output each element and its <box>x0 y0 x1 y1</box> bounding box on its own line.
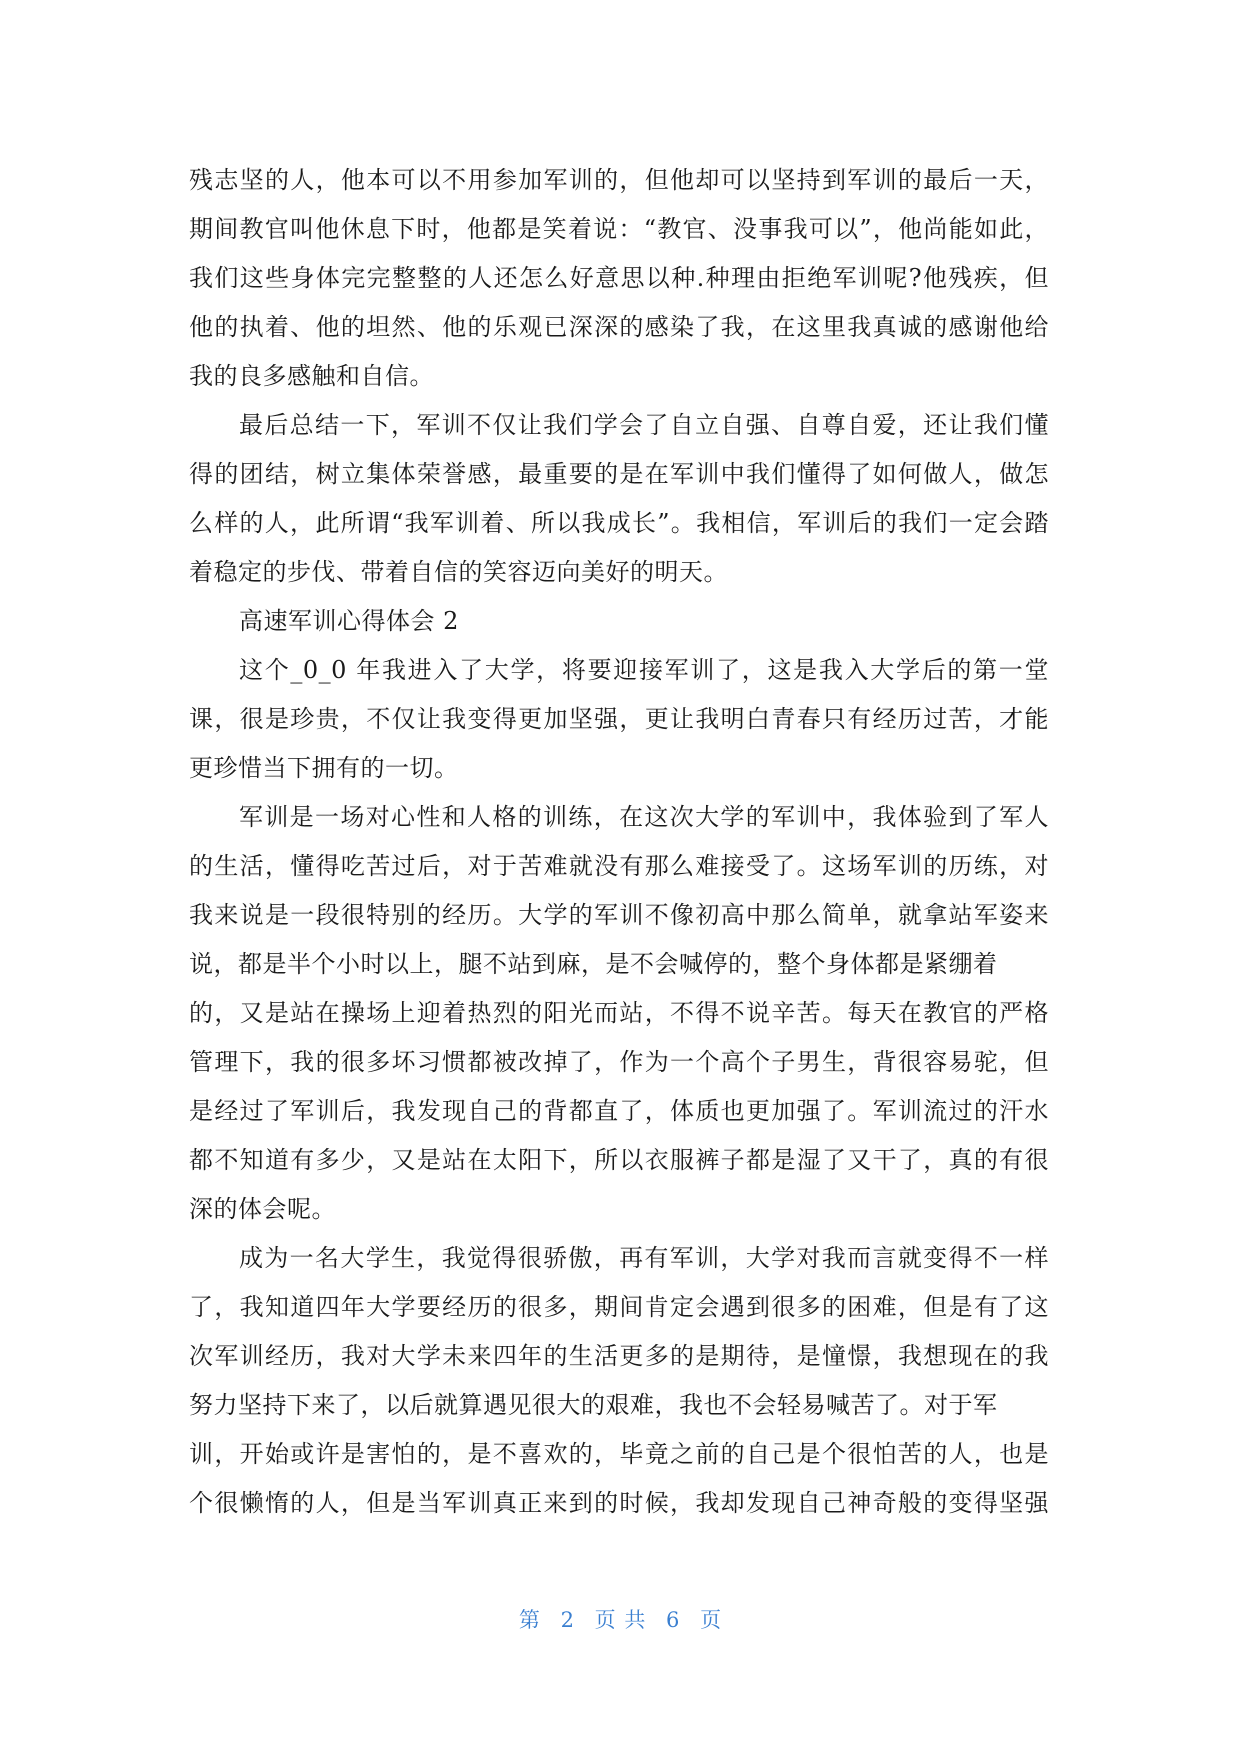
footer-label-di: 第 <box>518 1608 541 1632</box>
footer-label-ye: 页 <box>700 1608 723 1632</box>
text-line: 都不知道有多少，又是站在太阳下，所以衣服裤子都是湿了又干了，真的有很 <box>189 1146 1049 1174</box>
text-line: 更珍惜当下拥有的一切。 <box>189 754 459 782</box>
text-line: 课，很是珍贵，不仅让我变得更加坚强，更让我明白青春只有经历过苦，才能 <box>189 705 1049 733</box>
text-line: 么样的人，此所谓“我军训着、所以我成长”。我相信，军训后的我们一定会踏 <box>189 509 1049 537</box>
text-line: 最后总结一下，军训不仅让我们学会了自立自强、自尊自爱，还让我们懂 <box>239 411 1049 439</box>
text-line: 努力坚持下来了，以后就算遇见很大的艰难，我也不会轻易喊苦了。对于军 <box>189 1391 998 1419</box>
footer-current-page: 2 <box>560 1608 575 1632</box>
text-line: 军训是一场对心性和人格的训练，在这次大学的军训中，我体验到了军人 <box>239 803 1049 831</box>
text-line: 着稳定的步伐、带着自信的笑容迈向美好的明天。 <box>189 558 728 586</box>
text-line: 他的执着、他的坦然、他的乐观已深深的感染了我，在这里我真诚的感谢他给 <box>189 313 1049 341</box>
text-line: 我们这些身体完完整整的人还怎么好意思以种.种理由拒绝军训呢?他残疾，但 <box>189 264 1049 292</box>
text-line: 深的体会呢。 <box>189 1195 336 1223</box>
text-line: 我来说是一段很特别的经历。大学的军训不像初高中那么简单，就拿站军姿来 <box>189 901 1049 929</box>
text-line: 了，我知道四年大学要经历的很多，期间肯定会遇到很多的困难，但是有了这 <box>189 1293 1049 1321</box>
text-line: 成为一名大学生，我觉得很骄傲，再有军训，大学对我而言就变得不一样 <box>239 1244 1049 1272</box>
text-line: 训，开始或许是害怕的，是不喜欢的，毕竟之前的自己是个很怕苦的人，也是 <box>189 1440 1049 1468</box>
text-line: 个很懒惰的人，但是当军训真正来到的时候，我却发现自己神奇般的变得坚强 <box>189 1489 1049 1517</box>
footer-total-pages: 6 <box>666 1608 681 1632</box>
text-line: 我的良多感触和自信。 <box>189 362 434 390</box>
text-line: 的生活，懂得吃苦过后，对于苦难就没有那么难接受了。这场军训的历练，对 <box>189 852 1049 880</box>
text-line: 这个_0_0 年我进入了大学，将要迎接军训了，这是我入大学后的第一堂 <box>239 656 1049 684</box>
text-line: 次军训经历，我对大学未来四年的生活更多的是期待，是憧憬，我想现在的我 <box>189 1342 1049 1370</box>
text-line: 高速军训心得体会 2 <box>239 607 459 635</box>
text-line: 得的团结，树立集体荣誉感，最重要的是在军训中我们懂得了如何做人，做怎 <box>189 460 1049 488</box>
page-footer <box>0 1604 1241 1634</box>
text-line: 是经过了军训后，我发现自己的背都直了，体质也更加强了。军训流过的汗水 <box>189 1097 1049 1125</box>
text-line: 说，都是半个小时以上，腿不站到麻，是不会喊停的，整个身体都是紧绷着 <box>189 950 998 978</box>
text-line: 期间教官叫他休息下时，他都是笑着说：“教官、没事我可以”，他尚能如此， <box>189 215 1049 243</box>
text-line: 残志坚的人，他本可以不用参加军训的，但他却可以坚持到军训的最后一天， <box>189 166 1049 194</box>
text-line: 的，又是站在操场上迎着热烈的阳光而站，不得不说辛苦。每天在教官的严格 <box>189 999 1049 1027</box>
document-body <box>189 156 1049 1528</box>
footer-label-ye-gong: 页 共 <box>594 1608 647 1632</box>
text-line: 管理下，我的很多坏习惯都被改掉了，作为一个高个子男生，背很容易驼，但 <box>189 1048 1049 1076</box>
